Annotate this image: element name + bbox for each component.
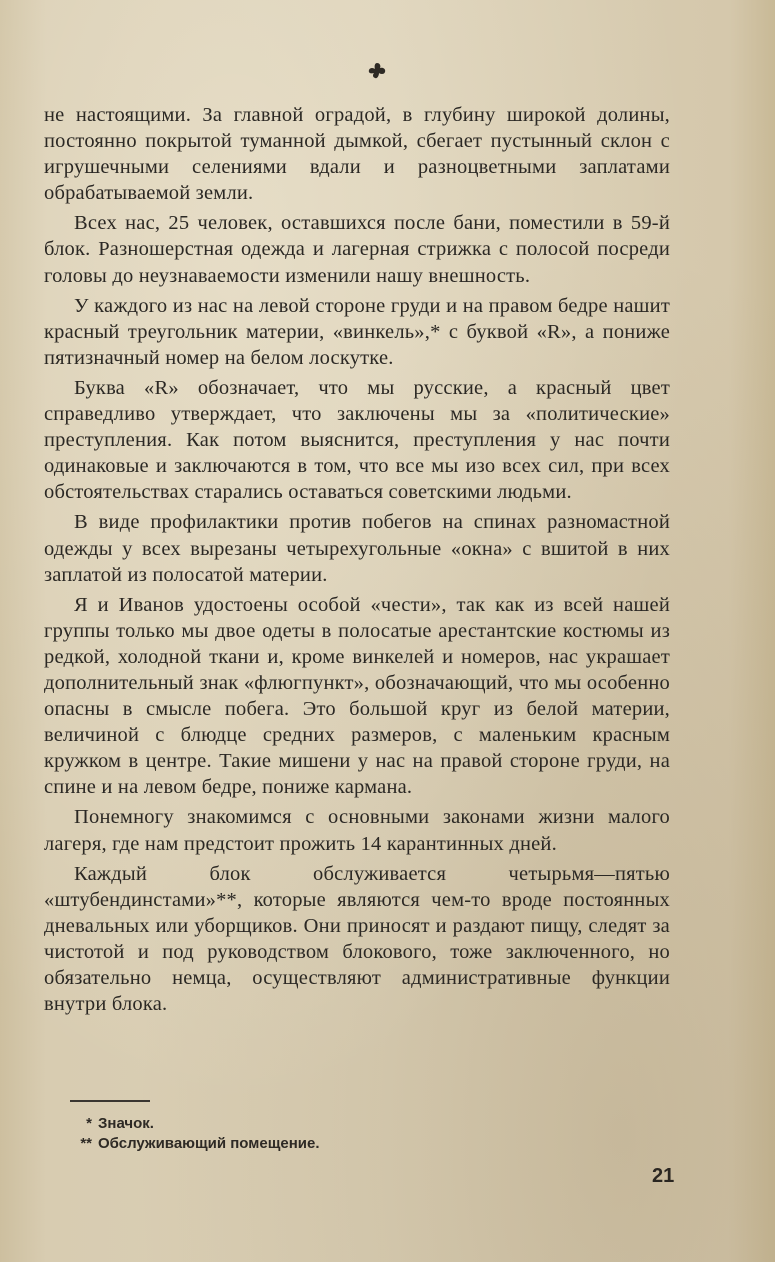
- paragraph: Понемногу знакомимся с основными законами жизни малого лагеря, где нам предстоит прожить 14 карантинных дней.: [44, 806, 670, 855]
- footnote-text: Значок.: [98, 1115, 154, 1132]
- ornament-icon: [366, 62, 388, 80]
- footnotes: [70, 1114, 530, 1154]
- body-text: [44, 102, 670, 1021]
- footnote-text: Обслуживающий помещение.: [98, 1135, 320, 1152]
- paragraph: В виде профилактики против побегов на спинах разномастной одежды у всех вырезаны четырехугольные «окна» с вшитой в них заплатой из полосатой материи.: [44, 511, 670, 586]
- footnote-mark: **: [80, 1135, 92, 1152]
- footnote: [70, 1134, 530, 1154]
- footnote-divider: [70, 1100, 150, 1102]
- paragraph: У каждого из нас на левой стороне груди и на правом бедре нашит красный треугольник материи, «винкель»,* с буквой «R», а пониже пятизначный номер на белом лоскутке.: [44, 294, 670, 369]
- paragraph: Каждый блок обслуживается четырьмя—пятью «штубендинстами»**, которые являются чем-то вроде постоянных дневальных или уборщиков. Они приносят и раздают пищу, следят за чистотой и под руководством блокового, тоже заключенного, но обязательно немца, осуществляют административные функции внутри блока.: [44, 862, 670, 1016]
- paragraph: Я и Иванов удостоены особой «чести», так как из всей нашей группы только мы двое одеты в полосатые арестантские костюмы из редкой, холодной ткани и, кроме винкелей и номеров, нас украшает дополнительный знак «флюгпункт», обозначающий, что мы особенно опасны в смысле побега. Это большой круг из белой материи, величиной с блюдце средних размеров, с маленьким красным кружком в центре. Такие мишени у нас на правой стороне груди, на спине и на левом бедре, пониже кармана.: [44, 593, 670, 799]
- footnote-mark: *: [86, 1115, 92, 1132]
- page-number: 21: [652, 1165, 675, 1187]
- paragraph: не настоящими. За главной оградой, в глубину широкой долины, постоянно покрытой туманной дымкой, сбегает пустынный склон с игрушечными селениями вдали и разноцветными заплатами обрабатываемой земли.: [44, 104, 670, 205]
- footnote: [70, 1114, 530, 1134]
- paragraph: Буква «R» обозначает, что мы русские, а красный цвет справедливо утверждает, что заключены мы за «политические» преступления. Как потом выяснится, преступления у нас почти одинаковые и заключаются в том, что все мы изо всех сил, при всех обстоятельствах старались оставаться советскими людьми.: [44, 376, 670, 504]
- paragraph: Всех нас, 25 человек, оставшихся после бани, поместили в 59-й блок. Разношерстная одежда и лагерная стрижка с полосой посреди головы до неузнаваемости изменили нашу внешность.: [44, 212, 670, 287]
